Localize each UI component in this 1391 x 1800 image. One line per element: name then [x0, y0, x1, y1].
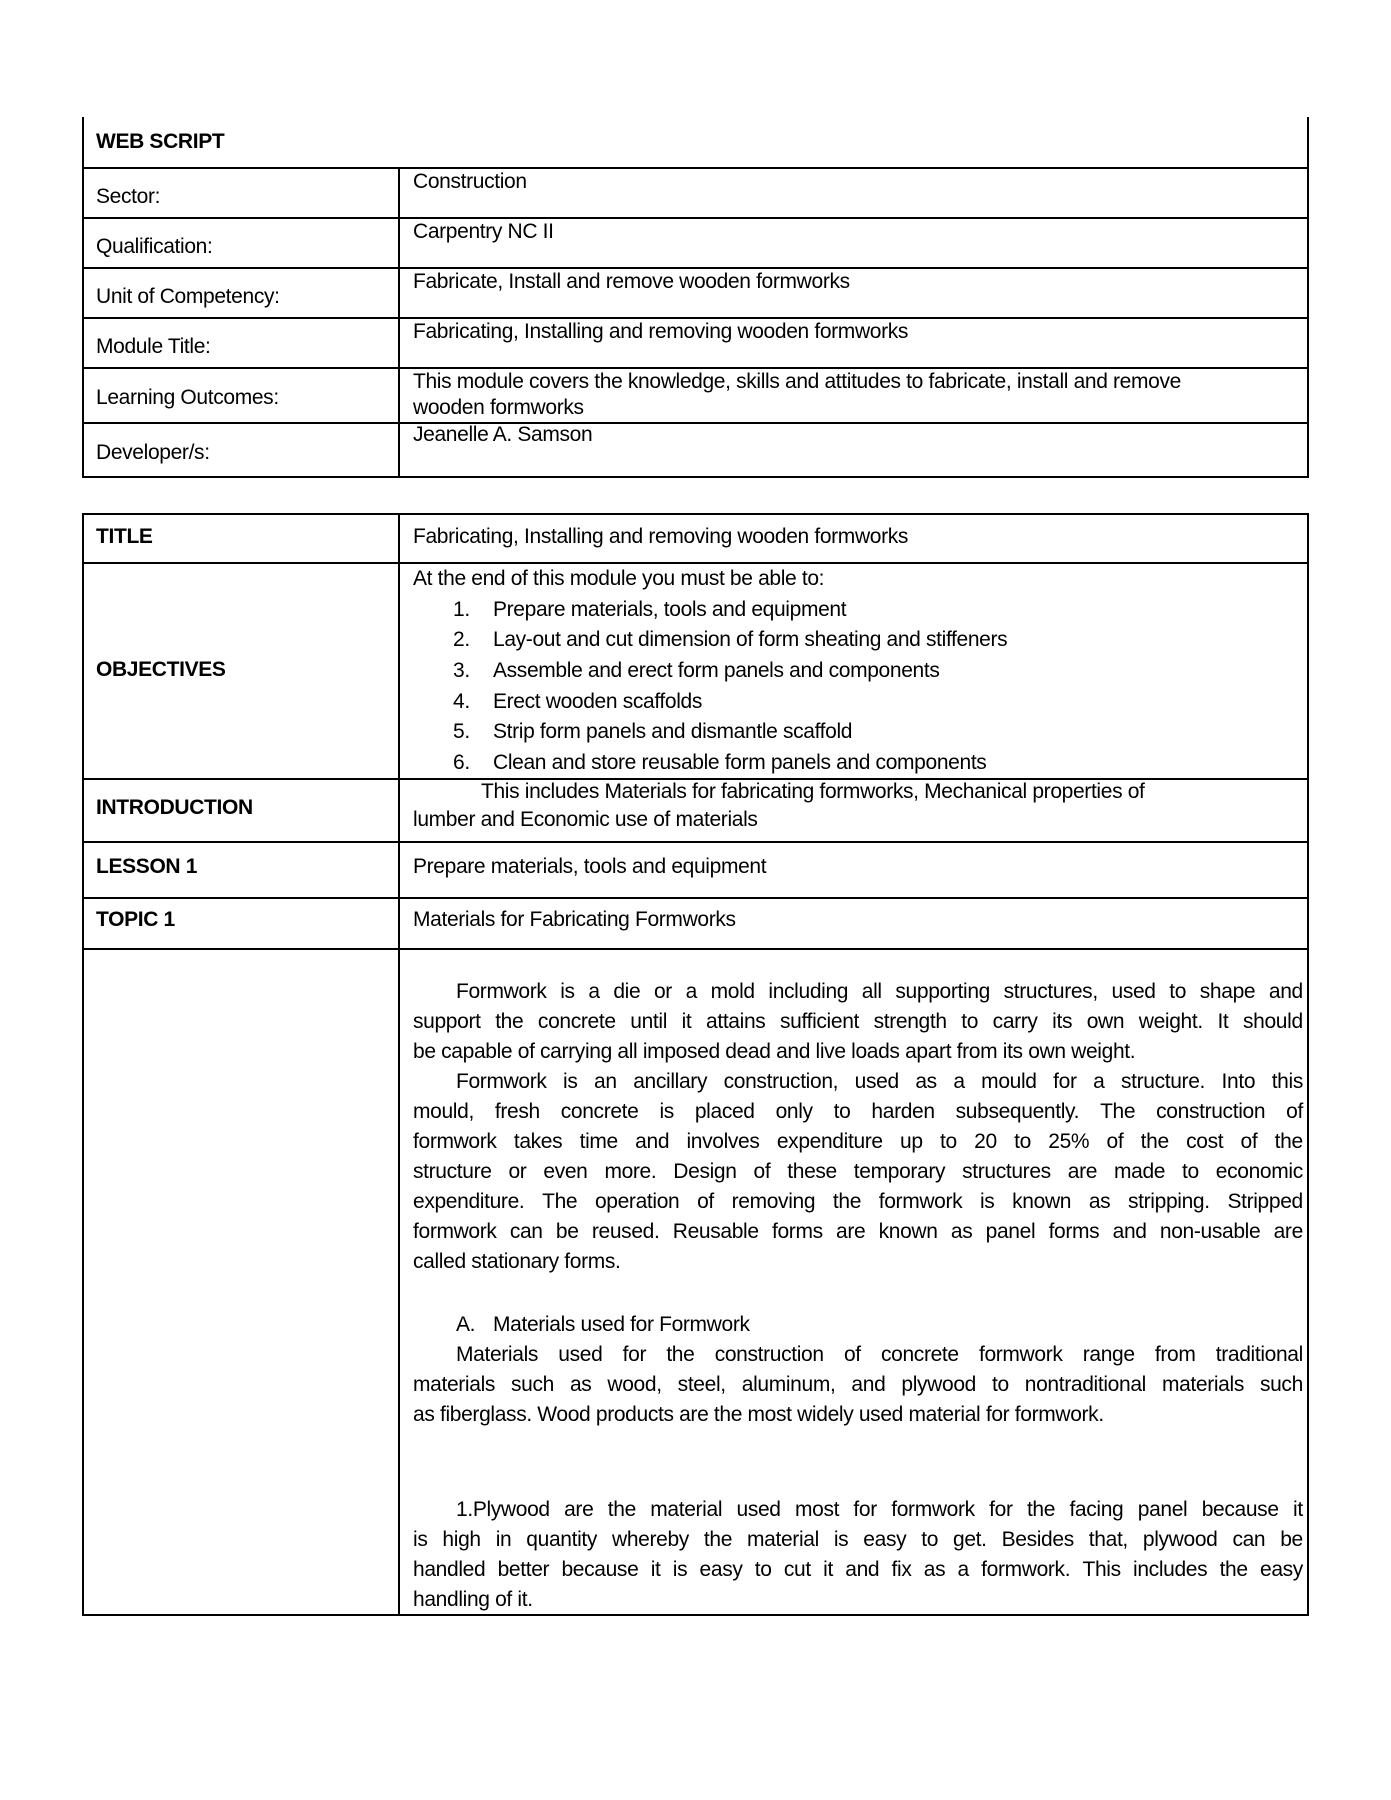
- word: Materials: [456, 1343, 539, 1366]
- sector-label: Sector:: [96, 185, 161, 208]
- sector-row: [82, 167, 1309, 219]
- word: to: [833, 1100, 851, 1123]
- word: the: [607, 1498, 636, 1521]
- word: it: [1293, 1498, 1303, 1521]
- word: includes: [1133, 1558, 1208, 1581]
- word: as: [569, 1373, 592, 1396]
- sector-value: Construction: [413, 170, 527, 193]
- word: carry: [992, 1010, 1038, 1033]
- word: to: [961, 1010, 979, 1033]
- word: such: [511, 1373, 554, 1396]
- text-line: [413, 1217, 1303, 1247]
- word: until: [630, 1010, 668, 1033]
- title-value: Fabricating, Installing and removing wooden formworks: [413, 525, 909, 548]
- word: to: [754, 1558, 772, 1581]
- word: high: [442, 1528, 481, 1551]
- section-a-title: Materials used for Formwork: [493, 1313, 750, 1336]
- title-row: [82, 513, 1309, 564]
- word: made: [1113, 1160, 1166, 1183]
- word: get.: [952, 1528, 987, 1551]
- word: panel: [985, 1220, 1036, 1243]
- text-line: [413, 1370, 1303, 1400]
- word: is: [413, 1528, 428, 1551]
- word: in: [495, 1528, 512, 1551]
- word: Stripped: [1227, 1190, 1303, 1213]
- word: or: [653, 980, 672, 1003]
- web-script-header-row: [82, 117, 1309, 169]
- word: traditional: [1215, 1343, 1303, 1366]
- objective-number: 4.: [453, 689, 470, 713]
- qualification-label: Qualification:: [96, 235, 213, 258]
- section-a-line: [413, 1310, 1303, 1340]
- word: time: [579, 1130, 618, 1153]
- objective-item: [413, 748, 987, 779]
- word: the: [1219, 1558, 1248, 1581]
- word: structure: [413, 1160, 492, 1183]
- word: formwork: [878, 1190, 963, 1213]
- word: and: [851, 1373, 886, 1396]
- word: and: [1268, 980, 1303, 1003]
- text-line: [413, 1007, 1303, 1037]
- word: for: [1053, 1070, 1077, 1093]
- content-row: [82, 948, 1309, 1616]
- objective-number: 6.: [453, 751, 470, 775]
- word: facing: [1069, 1498, 1124, 1521]
- section-a-heading: [413, 1310, 1303, 1340]
- word: the: [703, 1528, 733, 1551]
- word: involves: [686, 1130, 760, 1153]
- word: panel: [1137, 1498, 1188, 1521]
- word: whereby: [612, 1528, 689, 1551]
- word: construction,: [723, 1070, 839, 1093]
- word: of: [1106, 1130, 1124, 1153]
- text-line: [413, 1525, 1303, 1555]
- word: materials: [1161, 1373, 1244, 1396]
- word: structures,: [1003, 980, 1098, 1003]
- word: expenditure: [776, 1130, 883, 1153]
- word: die: [613, 980, 641, 1003]
- objective-text: Strip form panels and dismantle scaffold: [493, 720, 853, 744]
- word: mould: [981, 1070, 1037, 1093]
- word: that,: [1088, 1528, 1128, 1551]
- word: material: [650, 1498, 723, 1521]
- topic-label: TOPIC 1: [96, 908, 175, 931]
- word: it: [650, 1558, 661, 1581]
- objective-number: 5.: [453, 720, 470, 744]
- word: range: [1082, 1343, 1135, 1366]
- word: a: [685, 980, 697, 1003]
- word: is: [979, 1190, 995, 1213]
- word: should: [1243, 1010, 1303, 1033]
- word: plywood: [901, 1373, 976, 1396]
- word: known: [1012, 1190, 1072, 1213]
- word: Into: [1221, 1070, 1256, 1093]
- word: placed: [694, 1100, 755, 1123]
- word: is: [560, 980, 575, 1003]
- text-line: as fiberglass. Wood products are the most widely used material for formwork.: [413, 1403, 1104, 1426]
- text-line: [413, 1187, 1303, 1217]
- word: construction: [1156, 1100, 1266, 1123]
- word: as: [1088, 1190, 1111, 1213]
- word: the: [1140, 1130, 1169, 1153]
- word: and: [845, 1558, 880, 1581]
- word: aluminum,: [741, 1373, 836, 1396]
- word: formwork: [413, 1220, 497, 1243]
- word: It: [1217, 1010, 1229, 1033]
- word: easy: [699, 1558, 743, 1581]
- objective-number: 3.: [453, 659, 470, 683]
- word: only: [775, 1100, 813, 1123]
- lesson-value: Prepare materials, tools and equipment: [413, 855, 767, 878]
- objective-text: Erect wooden scaffolds: [493, 689, 703, 713]
- word: subsequently.: [955, 1100, 1080, 1123]
- paragraph-plywood: [413, 1495, 1303, 1615]
- developer-row: [82, 422, 1309, 478]
- objectives-list: [413, 564, 1008, 779]
- word: stripping.: [1128, 1190, 1210, 1213]
- word: to: [940, 1130, 957, 1153]
- objectives-label: OBJECTIVES: [96, 658, 226, 681]
- word: to: [921, 1528, 939, 1551]
- word: removing: [731, 1190, 816, 1213]
- word: and: [1112, 1220, 1147, 1243]
- word: a: [953, 1070, 965, 1093]
- text-line: [413, 1097, 1303, 1127]
- paragraph-formwork-definition: [413, 977, 1303, 1067]
- word: plywood: [1142, 1528, 1218, 1551]
- word: be: [555, 1220, 579, 1243]
- word: reused.: [591, 1220, 660, 1243]
- learning-outcomes-line-1: This module covers the knowledge, skills and attitudes to fabricate, install and remove: [413, 370, 1181, 393]
- text-line: [413, 1495, 1303, 1525]
- word: attains: [706, 1010, 766, 1033]
- word: including: [768, 980, 849, 1003]
- word: forms: [1048, 1220, 1100, 1243]
- content-cell: [400, 948, 1307, 1614]
- word: The: [542, 1190, 578, 1213]
- word: a: [1093, 1070, 1105, 1093]
- word: formwork: [978, 1343, 1063, 1366]
- unit-of-competency-row: [82, 267, 1309, 319]
- content-label-cell: [84, 948, 400, 1614]
- text-line: [413, 1555, 1303, 1585]
- word: are: [1067, 1160, 1098, 1183]
- word: as: [915, 1070, 937, 1093]
- topic-value: Materials for Fabricating Formworks: [413, 908, 736, 931]
- word: structures: [962, 1160, 1051, 1183]
- word: for: [989, 1498, 1013, 1521]
- word: the: [832, 1190, 862, 1213]
- developer-value: Jeanelle A. Samson: [413, 423, 593, 446]
- word: its: [1052, 1010, 1073, 1033]
- objectives-intro-text: At the end of this module you must be able to:: [413, 567, 825, 590]
- text-line: [413, 1127, 1303, 1157]
- unit-of-competency-value: Fabricate, Install and remove wooden formworks: [413, 270, 850, 293]
- objective-item: [413, 625, 1008, 656]
- word: cut: [783, 1558, 811, 1581]
- word: fresh: [494, 1100, 540, 1123]
- word: handled: [413, 1558, 486, 1581]
- word: is: [659, 1100, 674, 1123]
- word: is: [833, 1528, 849, 1551]
- word: temporary: [853, 1160, 946, 1183]
- word: mold: [710, 980, 755, 1003]
- text-line: handling of it.: [413, 1588, 533, 1611]
- word: most: [794, 1498, 840, 1521]
- objective-number: 1.: [453, 597, 470, 621]
- word: because: [1201, 1498, 1279, 1521]
- word: these: [787, 1160, 837, 1183]
- word: to: [1169, 980, 1187, 1003]
- word: to: [1182, 1160, 1199, 1183]
- paragraph-materials: [413, 1340, 1303, 1430]
- word: used: [1111, 980, 1156, 1003]
- objective-item: [413, 717, 853, 748]
- paragraph-formwork-ancillary: [413, 1067, 1303, 1277]
- word: or: [508, 1160, 527, 1183]
- text-line: [413, 1340, 1303, 1370]
- word: non-usable: [1159, 1220, 1261, 1243]
- word: ancillary: [633, 1070, 708, 1093]
- objective-number: 2.: [453, 628, 470, 652]
- word: concrete: [537, 1010, 616, 1033]
- objectives-row: [82, 562, 1309, 780]
- word: because: [561, 1558, 639, 1581]
- module-title-value: Fabricating, Installing and removing wooden formworks: [413, 320, 909, 343]
- objective-text: Prepare materials, tools and equipment: [493, 597, 847, 621]
- word: for: [622, 1343, 647, 1366]
- unit-of-competency-label: Unit of Competency:: [96, 285, 280, 308]
- text-line: [413, 1157, 1303, 1187]
- word: fix: [891, 1558, 912, 1581]
- word: used: [736, 1498, 781, 1521]
- word: better: [497, 1558, 550, 1581]
- word: of: [1286, 1100, 1303, 1123]
- word: to: [1014, 1130, 1031, 1153]
- learning-outcomes-row: [82, 367, 1309, 424]
- word: strength: [873, 1010, 947, 1033]
- word: is: [672, 1558, 688, 1581]
- text-line: be capable of carrying all imposed dead and live loads apart from its own weight.: [413, 1040, 1136, 1063]
- word: easy: [863, 1528, 907, 1551]
- word: of: [697, 1190, 714, 1213]
- word: expenditure.: [413, 1190, 525, 1213]
- introduction-label: INTRODUCTION: [96, 796, 253, 819]
- word: forms: [771, 1220, 823, 1243]
- word: the: [1274, 1130, 1303, 1153]
- word: can: [509, 1220, 543, 1243]
- qualification-value: Carpentry NC II: [413, 220, 554, 243]
- learning-outcomes-line-2: wooden formworks: [413, 396, 584, 419]
- word: material: [747, 1528, 819, 1551]
- title-label: TITLE: [96, 525, 153, 548]
- word: it: [681, 1010, 692, 1033]
- word: concrete: [880, 1343, 959, 1366]
- word: the: [666, 1343, 695, 1366]
- word: harden: [871, 1100, 935, 1123]
- word: are: [564, 1498, 594, 1521]
- objective-text: Assemble and erect form panels and components: [493, 659, 940, 683]
- word: mould,: [413, 1100, 474, 1123]
- word: such: [1259, 1373, 1303, 1396]
- web-script-heading: WEB SCRIPT: [96, 130, 225, 153]
- word: formwork: [891, 1498, 975, 1521]
- word: nontraditional: [1024, 1373, 1146, 1396]
- word: economic: [1215, 1160, 1303, 1183]
- word: shape: [1199, 980, 1256, 1003]
- word: the: [1026, 1498, 1056, 1521]
- word: concrete: [560, 1100, 639, 1123]
- introduction-line-2: lumber and Economic use of materials: [413, 808, 758, 831]
- word: can: [1232, 1528, 1266, 1551]
- lesson-row: [82, 841, 1309, 899]
- word: support: [413, 1010, 481, 1033]
- word: Formwork: [456, 1070, 547, 1093]
- word: The: [1100, 1100, 1136, 1123]
- module-title-label: Module Title:: [96, 335, 211, 358]
- word: 20: [974, 1130, 997, 1153]
- word: steel,: [677, 1373, 726, 1396]
- word: a: [957, 1558, 969, 1581]
- word: the: [495, 1010, 524, 1033]
- word: cost: [1186, 1130, 1224, 1153]
- word: Design: [673, 1160, 737, 1183]
- developer-label: Developer/s:: [96, 441, 210, 464]
- word: formwork.: [981, 1558, 1071, 1581]
- word: for: [853, 1498, 877, 1521]
- word: as: [950, 1220, 973, 1243]
- word: Besides: [1001, 1528, 1074, 1551]
- word: is: [563, 1070, 578, 1093]
- text-line: [413, 1067, 1303, 1097]
- word: 25%: [1048, 1130, 1090, 1153]
- learning-outcomes-label: Learning Outcomes:: [96, 386, 279, 409]
- text-line: [413, 977, 1303, 1007]
- objective-text: Clean and store reusable form panels and components: [493, 751, 987, 775]
- word: construction: [714, 1343, 824, 1366]
- word: an: [594, 1070, 617, 1093]
- word: as: [923, 1558, 946, 1581]
- word: weight.: [1138, 1010, 1203, 1033]
- objectives-intro: [413, 564, 824, 595]
- word: are: [836, 1220, 866, 1243]
- word: are: [1273, 1220, 1303, 1243]
- word: Reusable: [672, 1220, 759, 1243]
- word: wood,: [607, 1373, 662, 1396]
- word: this: [1271, 1070, 1303, 1093]
- word: to: [991, 1373, 1009, 1396]
- word: sufficient: [780, 1010, 860, 1033]
- word: supporting: [895, 980, 990, 1003]
- text-line: called stationary forms.: [413, 1250, 621, 1273]
- word: known: [878, 1220, 938, 1243]
- introduction-line-1: This includes Materials for fabricating formworks, Mechanical properties of: [481, 780, 1145, 803]
- word: more.: [604, 1160, 657, 1183]
- module-title-row: [82, 317, 1309, 369]
- word: even: [543, 1160, 588, 1183]
- word: be: [1280, 1528, 1303, 1551]
- word: easy: [1260, 1558, 1303, 1581]
- topic-row: [82, 897, 1309, 950]
- word: formwork: [413, 1130, 497, 1153]
- word: own: [1086, 1010, 1125, 1033]
- objective-text: Lay-out and cut dimension of form sheating and stiffeners: [493, 628, 1008, 652]
- word: 1.Plywood: [456, 1498, 550, 1521]
- objective-item: [413, 656, 940, 687]
- word: takes: [513, 1130, 563, 1153]
- word: used: [854, 1070, 899, 1093]
- word: materials: [413, 1373, 496, 1396]
- word: This: [1082, 1558, 1121, 1581]
- word: quantity: [526, 1528, 598, 1551]
- word: of: [1240, 1130, 1258, 1153]
- lesson-label: LESSON 1: [96, 855, 198, 878]
- qualification-row: [82, 217, 1309, 269]
- word: from: [1154, 1343, 1196, 1366]
- objective-item: [413, 595, 847, 626]
- introduction-row: [82, 778, 1309, 843]
- word: of: [753, 1160, 771, 1183]
- section-a-letter: A.: [456, 1313, 476, 1336]
- objective-item: [413, 687, 824, 718]
- word: and: [635, 1130, 670, 1153]
- word: structure.: [1120, 1070, 1206, 1093]
- word: up: [900, 1130, 923, 1153]
- word: it: [823, 1558, 833, 1581]
- word: all: [861, 980, 882, 1003]
- word: Formwork: [456, 980, 547, 1003]
- word: operation: [594, 1190, 680, 1213]
- word: a: [588, 980, 600, 1003]
- word: of: [843, 1343, 861, 1366]
- word: used: [558, 1343, 603, 1366]
